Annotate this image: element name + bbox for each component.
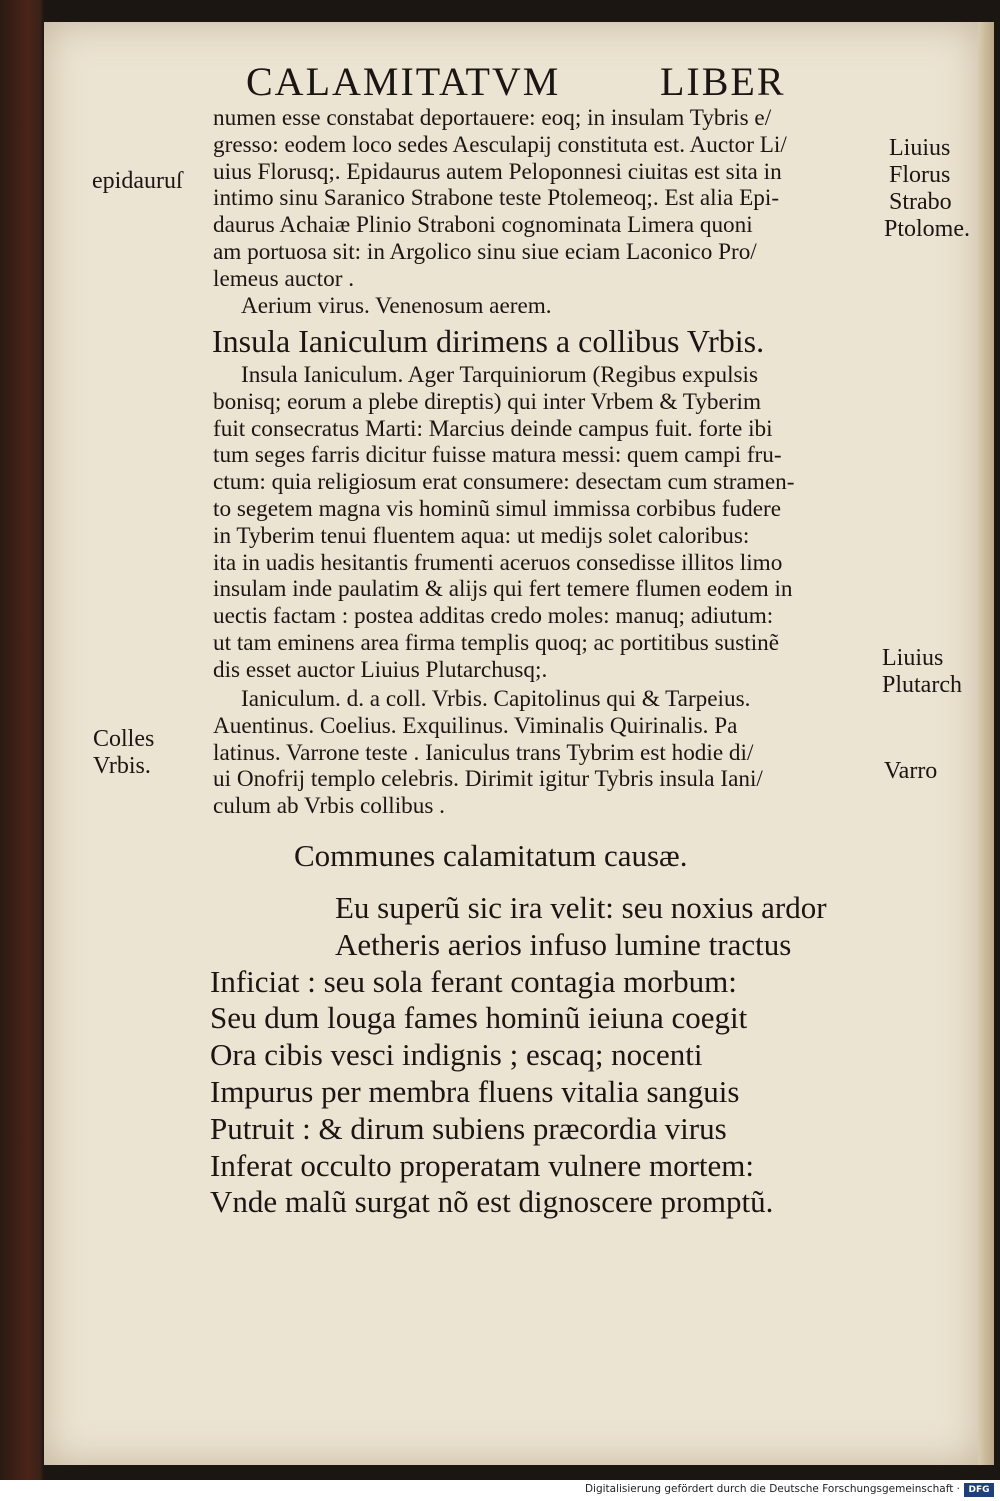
gloss-line: Aerium virus. Venenosum aerem. bbox=[241, 292, 552, 319]
margin-note-plutarch: Plutarch bbox=[882, 672, 962, 698]
footer-credit: Digitalisierung gefördert durch die Deutsche Forschungsgemeinschaft · bbox=[584, 1483, 960, 1495]
text-line: tum seges farris dicitur fuisse matura messi: quem campi fru- bbox=[213, 442, 782, 469]
text-line: to segetem magna vis hominũ simul immissa corbibus fudere bbox=[213, 495, 782, 522]
text-line: latinus. Varrone teste . Ianiculus trans Tybrim est hodie di/ bbox=[213, 739, 754, 766]
text-line: Insula Ianiculum. Ager Tarquiniorum (Regibus expulsis bbox=[241, 362, 759, 388]
text-line: ita in uadis hesitantis frumenti aceruos consedisse illitos limo bbox=[213, 549, 783, 576]
text-line: uectis factam : postea additas credo moles: manuq; adiutum: bbox=[213, 603, 774, 630]
text-line: numen esse constabat deportauere: eoq; in insulam Tybris e/ bbox=[213, 105, 772, 131]
verse-line: Ora cibis vesci indignis ; escaq; nocenti bbox=[210, 1037, 703, 1073]
margin-note-vrbis: Vrbis. bbox=[93, 753, 151, 779]
running-title-right: LIBER bbox=[660, 59, 786, 104]
verse-line: Eu superũ sic ira velit: seu noxius ardor bbox=[335, 890, 827, 925]
verse-line: Inficiat : seu sola ferant contagia morbum: bbox=[210, 963, 737, 999]
verse-line: Seu dum louga fames hominũ ieiuna coegit bbox=[210, 1000, 748, 1036]
text-line: lemeus auctor . bbox=[213, 265, 355, 292]
body-text-block-2 bbox=[213, 362, 794, 684]
text-line: dis esset auctor Liuius Plutarchusq;. bbox=[213, 656, 548, 683]
text-line: am portuosa sit: in Argolico sinu siue eciam Laconico Pro/ bbox=[213, 238, 757, 265]
text-line: ctum: quia religiosum erat consumere: desectam cum stramen- bbox=[213, 469, 795, 496]
text-line: Ianiculum. d. a coll. Vrbis. Capitolinus qui & Tarpeius. bbox=[241, 686, 751, 712]
verse-block bbox=[210, 890, 827, 1221]
margin-note-epidaurus: epidauruſ bbox=[92, 168, 183, 194]
margin-note-ptolome: Ptolome. bbox=[884, 216, 971, 242]
margin-note-florus: Florus bbox=[889, 162, 951, 188]
margin-note-strabo: Strabo bbox=[889, 189, 952, 215]
text-line: ui Onofrij templo celebris. Dirimit igitur Tybris insula Iani/ bbox=[213, 766, 763, 793]
verse-line: Impurus per membra fluens vitalia sanguis bbox=[210, 1073, 740, 1109]
margin-note-colles: Colles bbox=[93, 726, 155, 752]
text-line: fuit consecratus Marti: Marcius deinde campus fuit. forte ibi bbox=[213, 415, 773, 442]
running-title-left: CALAMITATVM bbox=[246, 59, 561, 104]
text-line: uius Florusq;. Epidaurus autem Peloponnesi ciuitas est sita in bbox=[213, 158, 782, 185]
verse-line: Inferat occulto properatam vulnere mortem: bbox=[210, 1147, 754, 1183]
body-text-block-3 bbox=[213, 686, 763, 820]
text-line: ut tam eminens area firma templis quoq; ac portitibus sustinẽ bbox=[213, 629, 780, 656]
text-line: Auentinus. Coelius. Exquilinus. Viminalis Quirinalis. Pa bbox=[213, 712, 738, 739]
text-line: culum ab Vrbis collibus . bbox=[213, 793, 445, 820]
text-line: intimo sinu Saranico Strabone teste Ptolemeoq;. Est alia Epi- bbox=[213, 185, 780, 212]
margin-note-liuius: Liuius bbox=[889, 135, 951, 161]
dfg-logo-icon: DFG bbox=[964, 1483, 994, 1497]
text-line: daurus Achaiæ Plinio Straboni cognominata Limera quoni bbox=[213, 212, 753, 239]
verse-line: Putruit : & dirum subiens præcordia virus bbox=[210, 1110, 727, 1146]
text-line: in Tyberim tenui fluentem aqua: ut medijs solet caloribus: bbox=[213, 522, 750, 549]
page-edge bbox=[978, 22, 994, 1465]
text-line: gresso: eodem loco sedes Aesculapij constituta est. Auctor Li/ bbox=[213, 131, 787, 158]
verse-line: Vnde malũ surgat nõ est dignoscere promptũ. bbox=[210, 1184, 774, 1220]
margin-note-liuius-2: Liuius bbox=[882, 645, 944, 671]
body-text-block-1 bbox=[213, 105, 787, 319]
verse-line: Aetheris aerios infuso lumine tractus bbox=[335, 926, 792, 962]
section-heading-causae: Communes calamitatum causæ. bbox=[294, 838, 688, 873]
text-line: bonisq; eorum a plebe direptis) qui inter Vrbem & Tyberim bbox=[213, 388, 762, 415]
section-heading-insula: Insula Ianiculum dirimens a collibus Vrbis. bbox=[212, 323, 765, 359]
footer-bar bbox=[0, 1480, 1000, 1501]
text-line: insulam inde paulatim & alijs qui fert temere flumen eodem in bbox=[213, 576, 793, 603]
margin-note-varro: Varro bbox=[884, 758, 938, 784]
